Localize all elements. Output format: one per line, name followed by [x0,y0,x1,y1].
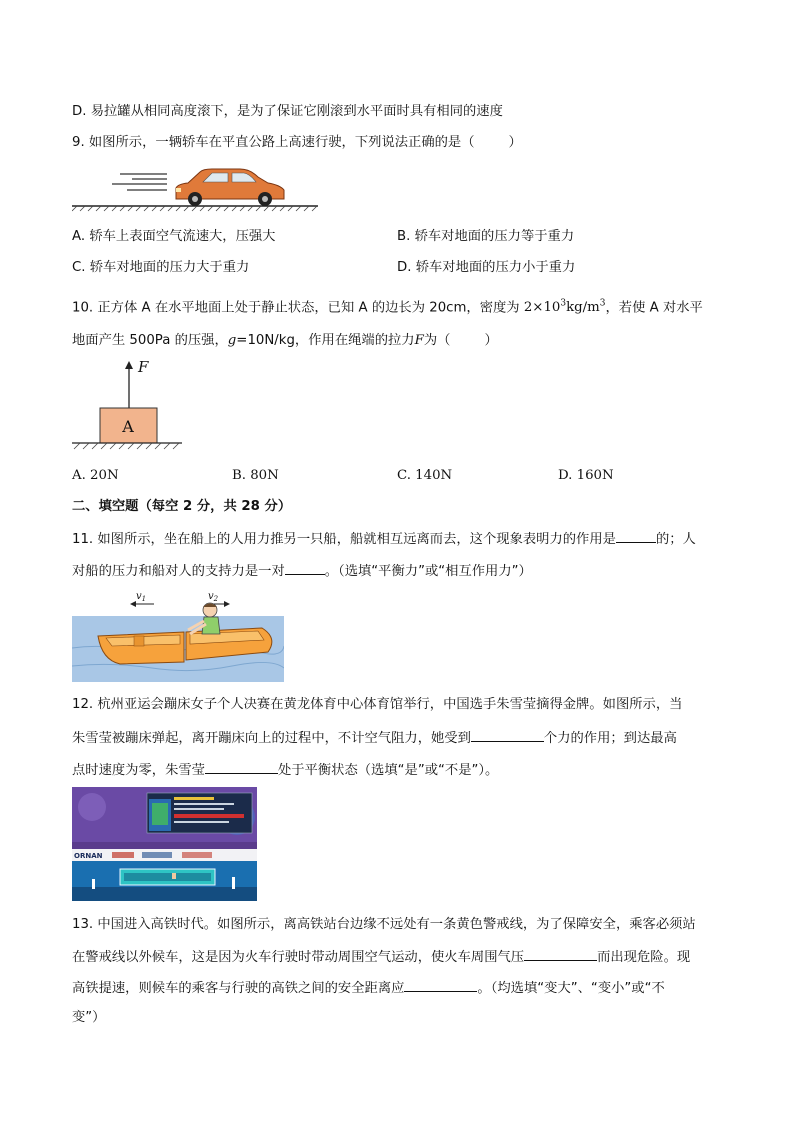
q9-option-d: D. 轿车对地面的压力小于重力 [397,260,576,275]
q11-line1 [72,528,696,550]
q12-line1: 12. 杭州亚运会蹦床女子个人决赛在黄龙体育中心体育馆举行，中国选手朱雪莹摘得金牌。如图所示，当 [72,697,683,712]
q8-option-d: D. 易拉罐从相同高度滚下，是为了保证它刚滚到水平面时具有相同的速度 [72,104,503,119]
q13-line2-part2: 而出现危险。现 [597,950,691,965]
banner-text: ORNAN [74,852,103,860]
density-unit-exponent: 3 [599,299,606,309]
q12-blank-1[interactable] [471,727,544,742]
q11-blank-2[interactable] [285,560,325,575]
q12-line2 [72,727,677,749]
q13-line3 [72,977,665,999]
car-icon [176,169,284,206]
density-unit: kg/m [566,300,600,316]
q12-blank-2[interactable] [205,759,278,774]
q10-block-figure [72,356,188,454]
q11-boat-figure [72,588,284,682]
q12-line3-part2: 处于平衡状态（选填“是”或“不是”）。 [277,763,499,778]
q13-line3-part1: 高铁提速，则候车的乘客与行驶的高铁之间的安全距离应 [72,981,405,996]
q9-car-figure [72,160,318,215]
q12-line3-part1: 点时速度为零，朱雪莹 [72,763,205,778]
q10-stem-line2 [72,331,498,351]
q10-line2-part2: =10N/kg，作用在绳端的拉力 [236,333,415,348]
arrow-up-icon [125,361,133,369]
arrow-right-icon [224,601,230,607]
q10-density [524,300,606,315]
q10-line2-end: ） [484,333,498,348]
q9-stem [72,133,522,153]
density-exponent: 3 [560,299,567,309]
q13-line3-part2: 。（均选填“变大”、“变小”或“不 [477,981,665,996]
q9-option-a: A. 轿车上表面空气流速大，压强大 [72,229,276,244]
q10-option-b: B. 80N [232,468,279,483]
q12-line2-part2: 个力的作用；到达最高 [543,731,677,746]
q10-stem-line1 [72,294,703,318]
q11-line2-part1: 对船的压力和船对人的支持力是一对 [72,564,285,579]
block-label: A [122,417,134,436]
q9-stem-text: 9. 如图所示，一辆轿车在平直公路上高速行驶，下列说法正确的是（ [72,135,475,150]
speed-lines-icon [112,174,167,190]
section-title: 二、填空题（每空 2 分，共 28 分） [72,499,292,514]
q13-line2-part1: 在警戒线以外候车，这是因为火车行驶时带动周围空气运动，使火车周围气压 [72,950,525,965]
q10-stem-part2: ，若使 A 对水平 [605,300,703,316]
q10-option-d: D. 160N [558,468,614,483]
q13-line1: 13. 中国进入高铁时代。如图所示，离高铁站台边缘不远处有一条黄色警戒线，为了保障安全，乘客必须站 [72,917,696,932]
q12-line2-part1: 朱雪莹被蹦床弹起，离开蹦床向上的过程中，不计空气阻力，她受到 [72,731,471,746]
q10-line2-part1: 地面产生 500Pa 的压强， [72,333,228,348]
force-symbol: F [414,333,424,348]
q11-blank-1[interactable] [616,528,656,543]
q13-blank-1[interactable] [524,946,597,961]
force-label: F [138,358,149,376]
q13-blank-2[interactable] [404,977,477,992]
v2-label: $v_2$ [208,591,219,603]
q10-line2-part3: 为（ [423,333,451,348]
q13-line4: 变”） [72,1010,106,1025]
q10-stem-part1: 10. 正方体 A 在水平地面上处于静止状态，已知 A 的边长为 20cm，密度为 [72,300,520,316]
q12-line3 [72,759,498,781]
q9-option-c: C. 轿车对地面的压力大于重力 [72,260,250,275]
q13-line2 [72,946,690,968]
g-symbol: g [227,333,237,348]
q11-line1-part1: 11. 如图所示，坐在船上的人用力推另一只船，船就相互远离而去，这个现象表明力的作用是 [72,532,616,547]
q11-line2-part2: 。（选填“平衡力”或“相互作用力”） [324,564,532,579]
q9-stem-end: ） [508,135,522,150]
q11-line2 [72,560,532,582]
q11-line1-part2: 的；人 [655,532,696,547]
q10-option-a: A. 20N [72,468,119,483]
q10-option-c: C. 140N [397,468,453,483]
density-value: 2×10 [523,300,561,316]
v1-label: $v_1$ [136,591,147,603]
q12-trampoline-photo [72,787,257,901]
q9-option-b: B. 轿车对地面的压力等于重力 [397,229,575,244]
